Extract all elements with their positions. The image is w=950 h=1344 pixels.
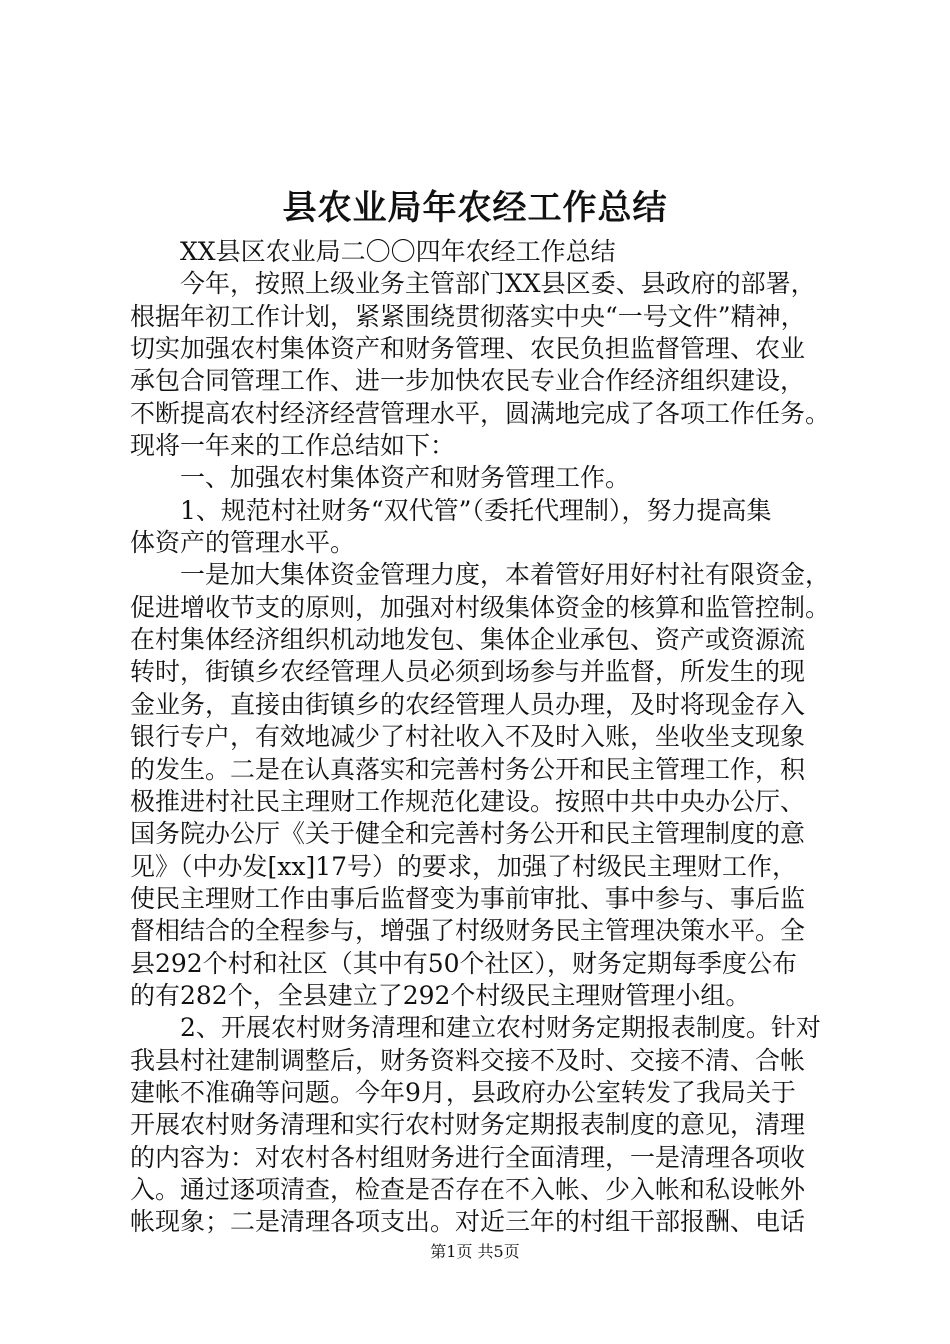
- text-line: 一是加大集体资金管理力度，本着管好用好村社有限资金，: [180, 560, 830, 590]
- text-line: 根据年初工作计划，紧紧围绕贯彻落实中央“一号文件”精神，: [130, 301, 806, 331]
- page-footer: 第1页 共5页: [430, 1242, 520, 1261]
- text-line: 建帐不准确等问题。今年9月，县政府办公室转发了我局关于: [130, 1077, 796, 1107]
- text-line: 督相结合的全程参与，增强了村级财务民主管理决策水平。全: [130, 916, 806, 946]
- text-line: 入。通过逐项清查，检查是否存在不入帐、少入帐和私设帐外: [130, 1174, 806, 1204]
- text-line: 使民主理财工作由事后监督变为事前审批、事中参与、事后监: [130, 883, 806, 913]
- text-line: 体资产的管理水平。: [130, 528, 356, 558]
- text-line: XX县区农业局二〇〇四年农经工作总结: [180, 237, 616, 266]
- text-line: 金业务，直接由街镇乡的农经管理人员办理，及时将现金存入: [130, 689, 806, 719]
- text-line: 我县村社建制调整后，财务资料交接不及时、交接不清、合帐: [130, 1045, 806, 1075]
- text-line: 极推进村社民主理财工作规范化建设。按照中共中央办公厅、: [130, 786, 806, 816]
- text-line: 转时，街镇乡农经管理人员必须到场参与并监督，所发生的现: [130, 657, 806, 687]
- text-line: 银行专户，有效地减少了村社收入不及时入账，坐收坐支现象: [130, 722, 806, 752]
- document-title: 县农业局年农经工作总结: [282, 188, 668, 228]
- text-line: 一、加强农村集体资产和财务管理工作。: [180, 463, 631, 493]
- text-line: 见》（中办发[xx]17号）的要求，加强了村级民主理财工作，: [130, 851, 798, 881]
- text-line: 2、开展农村财务清理和建立农村财务定期报表制度。针对: [180, 1013, 821, 1043]
- text-line: 今年，按照上级业务主管部门XX县区委、县政府的部署，: [180, 269, 816, 299]
- document-body: [130, 236, 830, 1239]
- text-line: 帐现象；二是清理各项支出。对近三年的村组干部报酬、电话: [130, 1207, 806, 1237]
- text-line: 县292个村和社区（其中有50个社区），财务定期每季度公布: [130, 948, 798, 978]
- text-line: 的发生。二是在认真落实和完善村务公开和民主管理工作，积: [130, 754, 806, 784]
- text-line: 在村集体经济组织机动地发包、集体企业承包、资产或资源流: [130, 625, 806, 655]
- text-line: 1、规范村社财务“双代管”（委托代理制），努力提高集: [180, 495, 772, 525]
- text-line: 的有282个，全县建立了292个村级民主理财管理小组。: [130, 980, 751, 1010]
- text-line: 促进增收节支的原则，加强对村级集体资金的核算和监管控制。: [130, 592, 830, 622]
- text-line: 开展农村财务清理和实行农村财务定期报表制度的意见，清理: [130, 1110, 806, 1140]
- text-line: 的内容为：对农村各村组财务进行全面清理，一是清理各项收: [130, 1142, 806, 1172]
- text-line: 不断提高农村经济经营管理水平，圆满地完成了各项工作任务。: [130, 398, 830, 428]
- text-line: 承包合同管理工作、进一步加快农民专业合作经济组织建设，: [130, 366, 806, 396]
- text-line: 现将一年来的工作总结如下：: [130, 431, 456, 461]
- text-line: 国务院办公厅《关于健全和完善村务公开和民主管理制度的意: [130, 819, 806, 849]
- text-line: 切实加强农村集体资产和财务管理、农民负担监督管理、农业: [130, 334, 806, 364]
